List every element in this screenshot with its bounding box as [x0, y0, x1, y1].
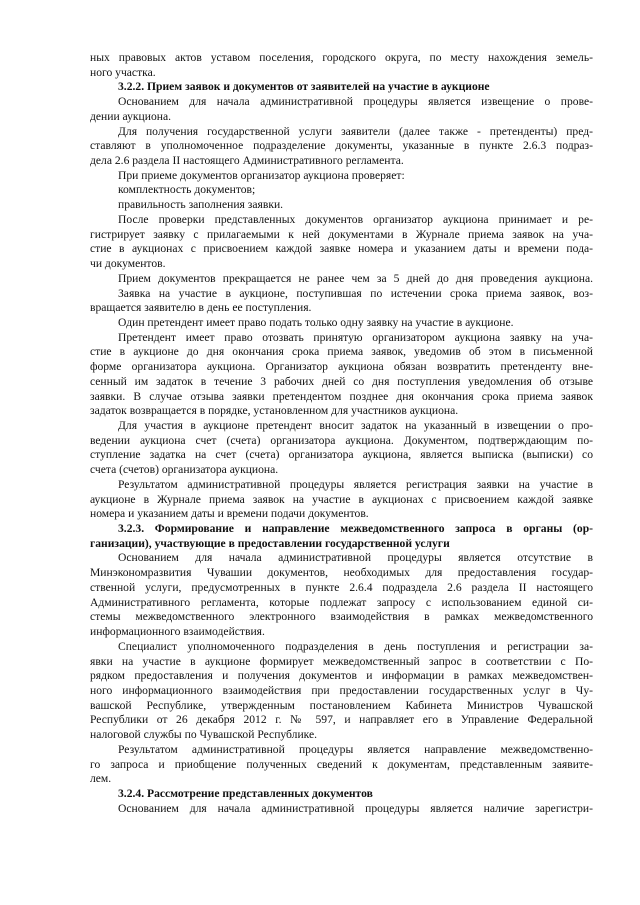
- text-line: ственной услуги, предусмотренных в пункте 2.6.4 подраздела 2.6 раздела II настоящего: [90, 580, 593, 594]
- text-line: номера и указанием даты и времени подачи документов.: [90, 507, 369, 521]
- text-line: стемы межведомственного электронного взаимодействия в рамках межведомственного: [90, 610, 593, 624]
- text-line: Республики от 26 декабря 2012 г. № 597, и направляет его в Управление Федеральной: [90, 713, 593, 727]
- text-line: счета (счетов) организатора аукциона.: [90, 463, 279, 477]
- section-heading-line: 3.2.2. Прием заявок и документов от заявителей на участие в аукционе: [118, 80, 490, 94]
- text-line: ступление задатка на счет (счета) организатора аукциона, является выписка (выписки) со: [90, 448, 593, 462]
- text-line: рядком предоставления и получения документов и информации в рамках межведомствен-: [90, 669, 593, 683]
- text-line: Основанием для начала административной процедуры является отсутствие в: [118, 551, 593, 565]
- text-line: аукционе в Журнале приема заявок на участие в аукционах с присвоением каждой заявке: [90, 492, 593, 506]
- text-line: Минэкономразвития Чувашии документов, необходимых для предоставления государ-: [90, 566, 593, 580]
- text-line: вашской Республике, утвержденным постановлением Кабинета Министров Чувашской: [90, 698, 593, 712]
- text-line: дении аукциона.: [90, 109, 171, 123]
- text-line: сенный им задаток в течение 3 рабочих дней со дня поступления уведомления об отзыве: [90, 374, 593, 388]
- text-line: дела 2.6 раздела II настоящего Административного регламента.: [90, 154, 404, 168]
- text-line: ного участка.: [90, 65, 156, 79]
- text-line: стие в аукционах с присвоением каждой заявке номера и указанием даты и времени пода-: [90, 242, 593, 256]
- text-line: лем.: [90, 772, 112, 786]
- text-line: Для участия в аукционе претендент вносит задаток на указанный в извещении о про-: [118, 419, 593, 432]
- text-line: Один претендент имеет право подать только одну заявку на участие в аукционе.: [118, 315, 514, 329]
- text-line: информационного взаимодействия.: [90, 625, 265, 639]
- text-line: форме организатора аукциона. Организатор аукциона обязан возвратить претенденту вне-: [90, 360, 593, 374]
- text-line: го запроса и приобщение полученных сведений к документам, представленным заявите-: [90, 757, 593, 771]
- text-line: При приеме документов организатор аукциона проверяет:: [118, 168, 405, 182]
- text-line: заявки. В случае отзыва заявки претендентом позднее дня окончания срока приема заявок: [90, 389, 593, 403]
- text-line: явки на участие в аукционе формирует межведомственный запрос в соответствии с По-: [90, 654, 593, 668]
- text-line: задаток возвращается в порядке, установленном для участников аукциона.: [90, 404, 459, 418]
- text-line: вращается заявителю в день ее поступления.: [90, 301, 312, 315]
- text-line: После проверки представленных документов организатор аукциона принимает и ре-: [118, 212, 593, 226]
- text-line: Результатом административной процедуры является регистрация заявки на участие в: [118, 477, 593, 491]
- text-line: Основанием для начала административной процедуры является извещение о прове-: [118, 95, 593, 109]
- text-line: чи документов.: [90, 257, 166, 271]
- text-line: Административного регламента, которые подлежат запросу с использованием единой си-: [90, 595, 593, 609]
- section-heading-line: 3.2.4. Рассмотрение представленных документов: [118, 787, 373, 800]
- text-line: ного информационного взаимодействия при предоставлении государственных услуг в Чу-: [90, 683, 593, 697]
- text-line: Претендент имеет право отозвать принятую организатором аукциона заявку на уча-: [118, 330, 593, 344]
- text-line: комплектность документов;: [118, 183, 256, 197]
- text-line: налоговой службы по Чувашской Республике.: [90, 728, 318, 742]
- text-line: Для получения государственной услуги заявители (далее также - претенденты) пред-: [118, 124, 593, 138]
- text-line: правильность заполнения заявки.: [118, 198, 284, 212]
- text-line: ставляют в уполномоченное подразделение документы, указанные в пункте 2.6.3 подраз-: [90, 139, 593, 153]
- text-line: ных правовых актов уставом поселения, городского округа, по месту нахождения земель-: [90, 51, 593, 64]
- text-line: Основанием для начала административной процедуры является наличие зарегистри-: [118, 801, 593, 815]
- text-line: стие в аукционе до дня окончания срока приема заявок, уведомив об этом в письменной: [90, 345, 593, 359]
- section-heading-line: 3.2.3. Формирование и направление межведомственного запроса в органы (ор-: [118, 522, 593, 536]
- text-line: Специалист уполномоченного подразделения в день поступления и регистрации за-: [118, 639, 593, 653]
- text-line: гистрирует заявку с прилагаемыми к ней документами в Журнале приема заявок на уча-: [90, 227, 593, 241]
- text-line: Заявка на участие в аукционе, поступившая по истечении срока приема заявок, воз-: [118, 286, 593, 300]
- text-line: ведении аукциона счет (счета) организатора аукциона. Документом, подтверждающим по-: [90, 433, 593, 447]
- text-line: Результатом административной процедуры является направление межведомственно-: [118, 742, 593, 756]
- text-line: Прием документов прекращается не ранее чем за 5 дней до дня проведения аукциона.: [118, 271, 593, 285]
- section-heading-line: ганизации), участвующие в предоставлении государственной услуги: [90, 536, 450, 550]
